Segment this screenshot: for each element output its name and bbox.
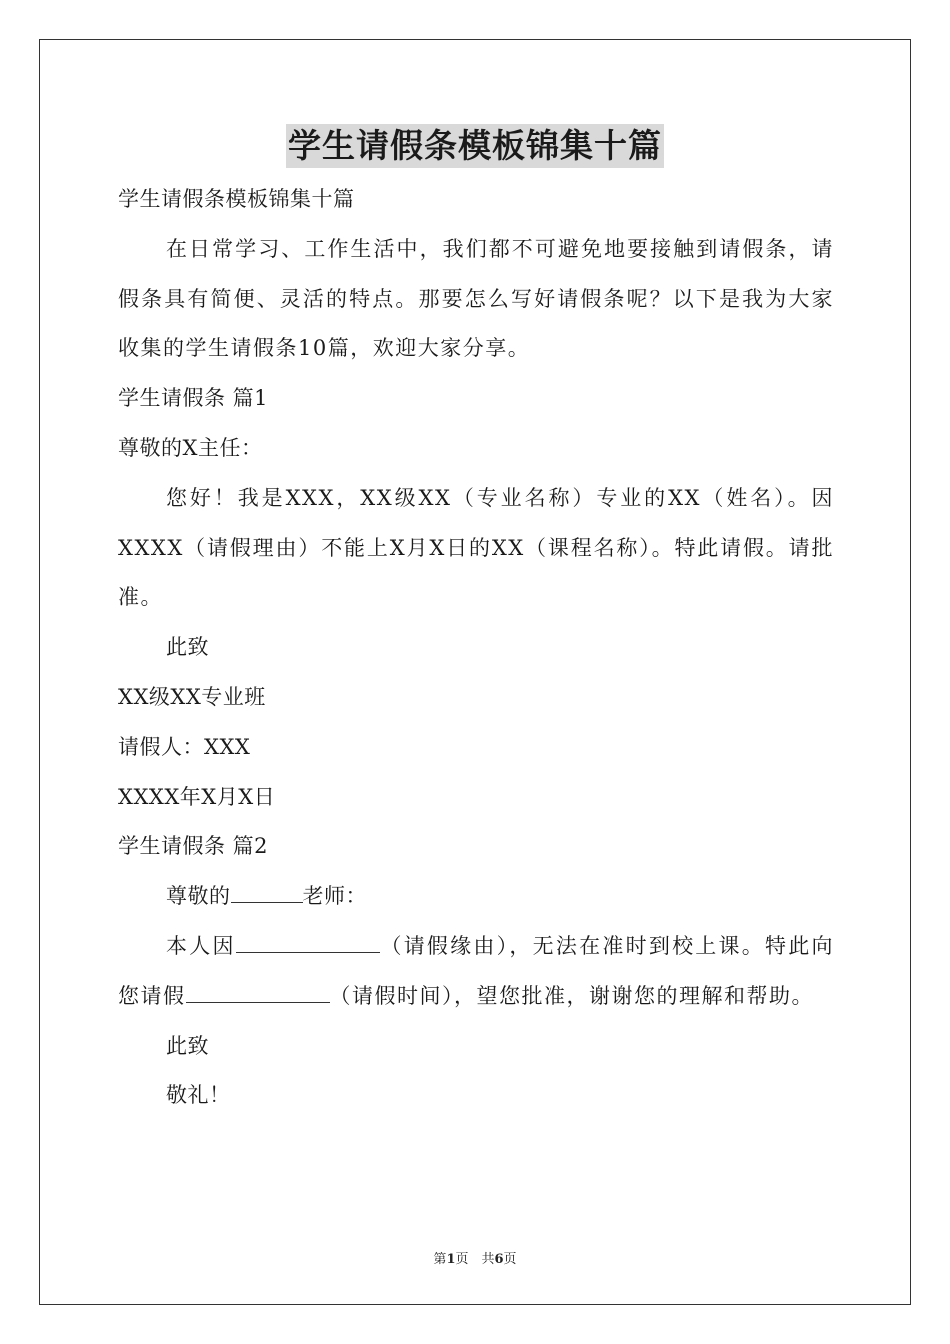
document-body	[118, 175, 834, 1121]
sample1-body: 您好！我是XXX，XX级XX（专业名称）专业的XX（姓名）。因XXXX（请假理由）不能上X月X日的XX（课程名称）。特此请假。请批准。	[118, 485, 834, 610]
subtitle: 学生请假条模板锦集十篇	[118, 187, 355, 211]
sample2-body-c: （请假时间），望您批准，谢谢您的理解和帮助。	[329, 983, 814, 1008]
sample1-class: XX级XX专业班	[118, 684, 266, 709]
footer-page-pre: 第	[433, 1252, 447, 1267]
reason-blank	[236, 934, 380, 953]
page-footer	[0, 1248, 950, 1267]
footer-page-total: 6	[494, 1252, 504, 1267]
sample1-closing: 此致	[166, 635, 209, 660]
sample2-salutation-pre: 尊敬的	[166, 884, 231, 909]
sample2-heading: 学生请假条 篇2	[118, 834, 269, 859]
sample2-body-b: （请假缘由），无法在准时到校上课。特此向您请假	[118, 933, 834, 1008]
sample1-salutation: 尊敬的X主任：	[118, 435, 263, 460]
title-wrap	[0, 124, 950, 168]
sample1-date: XXXX年X月X日	[118, 784, 276, 809]
sample1-heading: 学生请假条 篇1	[118, 386, 269, 411]
sample1-applicant: 请假人：XXX	[118, 734, 251, 759]
footer-page-num: 1	[446, 1252, 456, 1267]
sample2-salutation-post: 老师：	[302, 884, 367, 909]
name-blank	[231, 884, 303, 903]
sample2-body	[118, 922, 834, 1022]
sample2-salutation	[118, 872, 834, 922]
time-blank	[186, 984, 330, 1003]
sample2-regards: 敬礼！	[166, 1083, 231, 1108]
intro-paragraph: 在日常学习、工作生活中，我们都不可避免地要接触到请假条，请假条具有简便、灵活的特点。那要怎么写好请假条呢？以下是我为大家收集的学生请假条10篇，欢迎大家分享。	[118, 236, 834, 361]
footer-page-mid: 页 共	[455, 1252, 495, 1267]
document-title: 学生请假条模板锦集十篇	[286, 124, 664, 168]
sample2-body-a: 本人因	[166, 933, 236, 958]
footer-page-post: 页	[503, 1252, 517, 1267]
sample2-closing: 此致	[166, 1033, 209, 1058]
